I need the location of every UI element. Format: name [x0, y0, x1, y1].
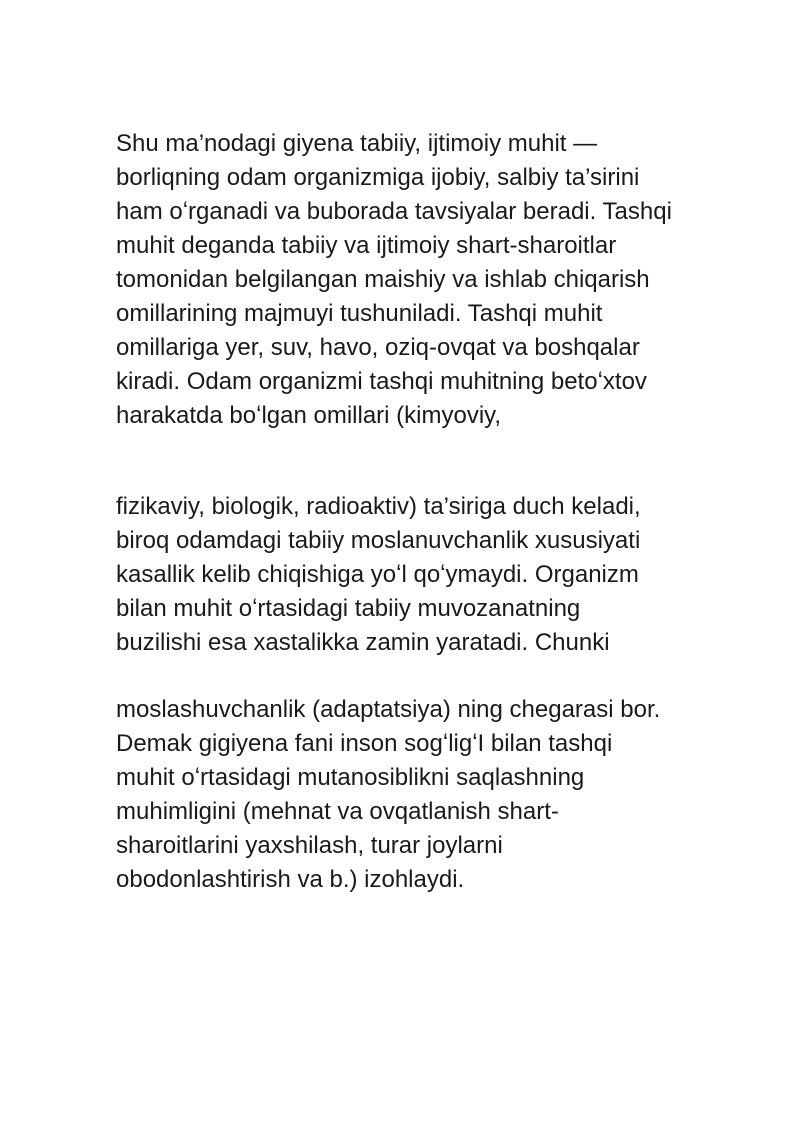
text-line: omillarining majmuyi tushuniladi. Tashqi muhit: [116, 300, 603, 327]
text-line: muhit deganda tabiiy va ijtimoiy shart-sharoitlar: [116, 232, 617, 259]
text-line: kasallik kelib chiqishiga yoʻl qoʻymaydi. Organizm: [116, 561, 639, 588]
text-line: bilan muhit oʻrtasidagi tabiiy muvozanatning: [116, 595, 581, 622]
text-line: omillariga yer, suv, havo, oziq-ovqat va boshqalar: [116, 334, 640, 361]
paragraph-1: [116, 127, 766, 433]
text-line: sharoitlarini yaxshilash, turar joylarni: [116, 832, 503, 859]
text-line: kiradi. Odam organizmi tashqi muhitning betoʻxtov: [116, 368, 647, 395]
paragraph-2: [116, 490, 766, 660]
text-line: buzilishi esa xastalikka zamin yaratadi. Chunki: [116, 629, 610, 656]
text-line: biroq odamdagi tabiiy moslanuvchanlik xususiyati: [116, 527, 641, 554]
text-line: tomonidan belgilangan maishiy va ishlab chiqarish: [116, 266, 650, 293]
text-line: muhimligini (mehnat va ovqatlanish shart-: [116, 798, 559, 825]
text-line: ham oʻrganadi va buborada tavsiyalar beradi. Tashqi: [116, 198, 672, 225]
text-line: obodonlashtirish va b.) izohlaydi.: [116, 866, 465, 893]
text-line: Shu ma’nodagi giyena tabiiy, ijtimoiy muhit —: [116, 130, 598, 157]
text-line: harakatda boʻlgan omillari (kimyoviy,: [116, 402, 502, 429]
text-line: muhit oʻrtasidagi mutanosiblikni saqlashning: [116, 764, 585, 791]
text-line: Demak gigiyena fani inson sogʻligʻI bilan tashqi: [116, 730, 613, 757]
text-line: borliqning odam organizmiga ijobiy, salbiy ta’sirini: [116, 164, 640, 191]
text-line: moslashuvchanlik (adaptatsiya) ning chegarasi bor.: [116, 696, 661, 723]
paragraph-3: [116, 693, 766, 897]
text-line: fizikaviy, biologik, radioaktiv) ta’siriga duch keladi,: [116, 493, 641, 520]
